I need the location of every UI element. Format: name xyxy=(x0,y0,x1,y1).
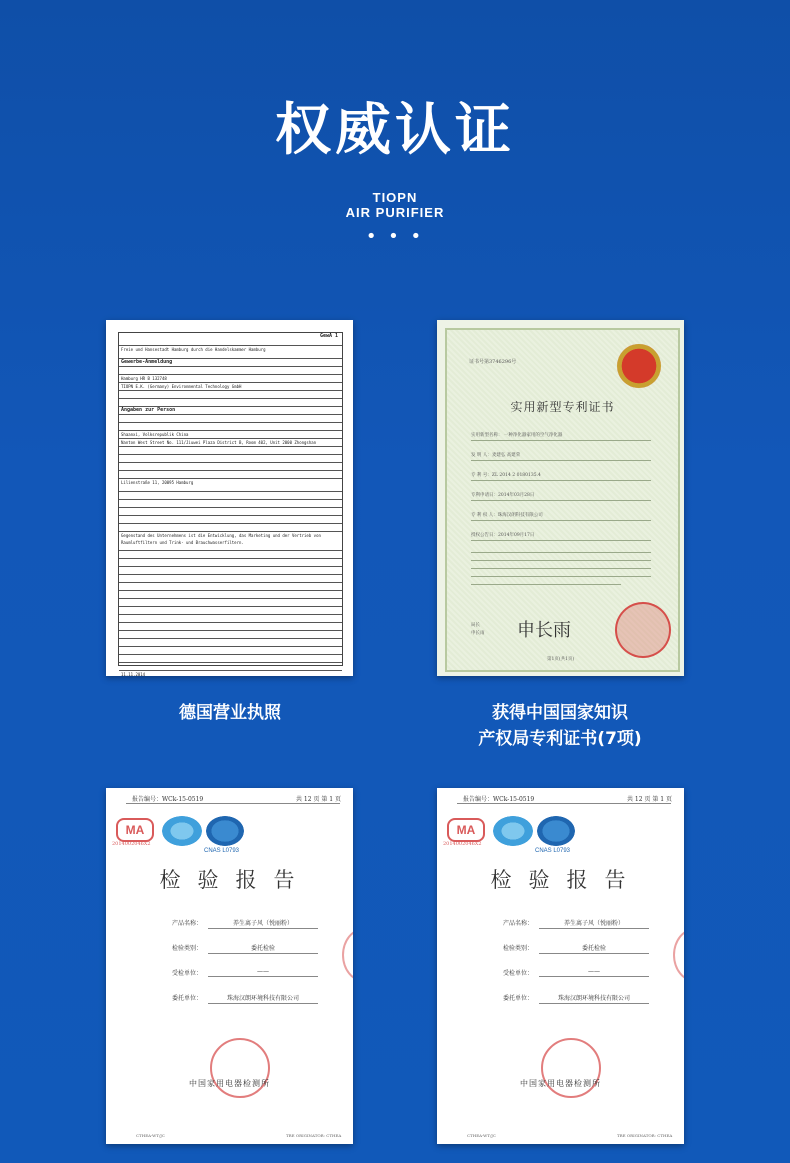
lab-name: 中国家用电器检测所 xyxy=(520,1079,601,1088)
report-footer-right: TRE ORIGINATOR: CTHEA xyxy=(286,1133,342,1138)
patent-caption-line2: 产权局专利证书(7项) xyxy=(478,729,642,749)
ma-logo-icon: MA xyxy=(447,818,485,842)
patent-document xyxy=(445,328,680,672)
report-number: 报告编号：WCk-15-0519 xyxy=(463,796,535,803)
director-signature: 申长雨 xyxy=(517,620,571,641)
report-page: 共 12 页 第 1 页 xyxy=(296,796,341,803)
field-value: 养生离子风（悦丽粉） xyxy=(539,918,649,929)
official-seal-icon xyxy=(615,602,671,658)
patent-line: 发 明 人：麦建弘 高建荣 xyxy=(471,453,521,458)
cnas-logo-icon xyxy=(206,816,244,846)
partial-stamp-icon xyxy=(673,928,684,982)
report-footer-right: TRE ORIGINATOR: CTHEA xyxy=(617,1133,673,1138)
license-document xyxy=(118,332,343,676)
cnas-number: CNAS L0793 xyxy=(535,848,571,854)
test-report-document xyxy=(106,788,353,1144)
page-title: 权威认证 xyxy=(275,98,515,163)
test-report-card[interactable] xyxy=(437,788,684,1144)
license-person-heading: Angaben zur Person xyxy=(119,407,342,415)
field-label: 产品名称： xyxy=(171,920,202,927)
patent-line: 专 利 权 人：珠海汉朗科技有限公司 xyxy=(471,513,543,518)
ma-number: 2014002046X2 xyxy=(443,841,482,847)
license-country: Shaanxi, Volksrepublik China xyxy=(119,431,342,439)
ilac-logo-icon xyxy=(493,816,533,846)
director-name: 申长雨 xyxy=(471,631,485,636)
patent-page-footer: 第1页(共1页) xyxy=(547,657,575,662)
patent-certificate-card[interactable] xyxy=(437,320,684,676)
lab-name: 中国家用电器检测所 xyxy=(189,1079,270,1088)
ma-logo-icon: MA xyxy=(116,818,154,842)
license-date: 11.11.2014 xyxy=(119,671,342,676)
field-value: —— xyxy=(539,968,649,977)
lab-stamp-icon xyxy=(210,1038,270,1098)
patent-line: 专利申请日：2014年03月28日 xyxy=(471,493,535,498)
report-title: 检验报告 xyxy=(159,868,312,892)
field-value: 委托检验 xyxy=(539,943,649,954)
patent-line: 授权公告日：2014年09月17日 xyxy=(471,533,535,538)
license-register: Hamburg HR B 132748 xyxy=(119,375,342,383)
brand-name: TIOPN xyxy=(372,190,418,205)
patent-line: 实用新型名称： 一种净化器家用的空气净化器 xyxy=(471,433,563,438)
cnas-logo-icon xyxy=(537,816,575,846)
license-heading: Gewerbe-Anmeldung xyxy=(119,359,342,367)
report-footer-left: CTHEA-WT/JC xyxy=(467,1133,496,1138)
report-footer-left: CTHEA-WT/JC xyxy=(136,1133,165,1138)
ilac-logo-icon xyxy=(162,816,202,846)
patent-caption xyxy=(410,700,710,752)
field-label: 委托单位： xyxy=(502,995,533,1002)
brand-subtitle: AIR PURIFIER xyxy=(345,205,445,220)
field-label: 检验类别： xyxy=(502,945,533,952)
field-label: 受检单位： xyxy=(502,970,533,977)
ma-number: 2014002046X2 xyxy=(112,841,151,847)
patent-title: 实用新型专利证书 xyxy=(510,400,615,414)
field-label: 委托单位： xyxy=(171,995,202,1002)
dots-divider: • • • xyxy=(365,226,425,247)
field-value: —— xyxy=(208,968,318,977)
license-authority: Freie und Hansestadt Hamburg durch die Handelskammer Hamburg xyxy=(119,346,342,359)
license-company-address: Lilienstraße 11, 20095 Hamburg xyxy=(119,479,342,492)
field-label: 受检单位： xyxy=(171,970,202,977)
national-emblem-icon xyxy=(617,344,661,388)
field-value: 珠海汉朗环境科技有限公司 xyxy=(539,993,649,1004)
test-report-document xyxy=(437,788,684,1144)
license-caption: 德国营业执照 xyxy=(179,703,281,723)
partial-stamp-icon xyxy=(342,928,353,982)
license-certificate-card[interactable] xyxy=(106,320,353,676)
field-label: 检验类别： xyxy=(171,945,202,952)
lab-stamp-icon xyxy=(541,1038,601,1098)
field-value: 珠海汉朗环境科技有限公司 xyxy=(208,993,318,1004)
license-company: TIOPN E.K. (Germany) Environmental Technology GmbH xyxy=(119,383,342,391)
report-page: 共 12 页 第 1 页 xyxy=(627,796,672,803)
patent-caption-line1: 获得中国国家知识 xyxy=(492,703,628,723)
report-title: 检验报告 xyxy=(490,868,643,892)
test-report-card[interactable] xyxy=(106,788,353,1144)
license-address: Nanton West Street No. 111/Jiuwei Plaza District B, Room 402, Unit 2000 Zhongshan xyxy=(119,439,342,447)
field-label: 产品名称： xyxy=(502,920,533,927)
license-activity: Gegenstand des Unternehmens ist die Entwicklung, das Marketing und der Vertrieb von Raumluftfiltern und Trink- und Brauchwasserfiltern. xyxy=(119,532,342,551)
director-label: 局长 xyxy=(471,623,480,628)
patent-number: 证书号第3746296号 xyxy=(469,359,517,365)
patent-line: 专 利 号：ZL 2014 2 0180135.4 xyxy=(471,473,541,478)
report-number: 报告编号：WCk-15-0519 xyxy=(132,796,204,803)
license-form-name: GewA 1 xyxy=(119,333,342,346)
cnas-number: CNAS L0793 xyxy=(204,848,240,854)
field-value: 委托检验 xyxy=(208,943,318,954)
field-value: 养生离子风（悦丽粉） xyxy=(208,918,318,929)
